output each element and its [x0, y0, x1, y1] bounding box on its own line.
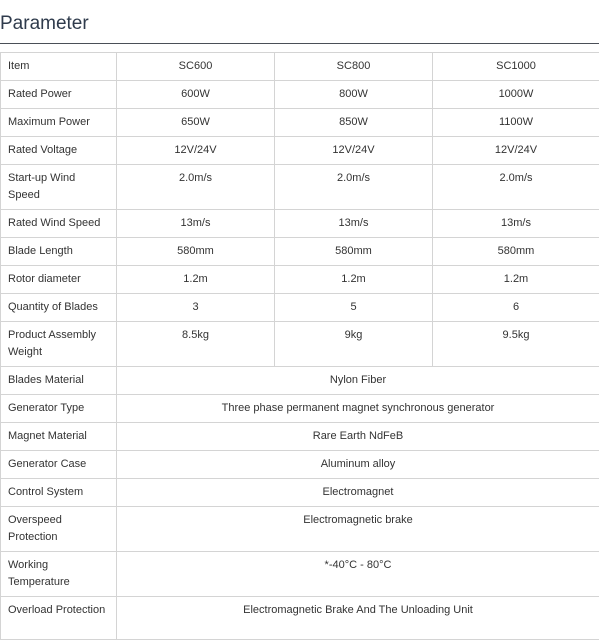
table-row — [1, 597, 599, 640]
table-row — [1, 109, 599, 137]
row-label: Rotor diameter — [1, 266, 117, 294]
table-row — [1, 238, 599, 266]
row-value: 12V/24V — [117, 137, 275, 165]
page-title: Parameter — [0, 0, 599, 44]
table-row — [1, 367, 599, 395]
row-shared-value: Electromagnet — [117, 479, 599, 507]
row-shared-value: Rare Earth NdFeB — [117, 423, 599, 451]
row-label: Product Assembly Weight — [1, 322, 117, 367]
row-value: 3 — [117, 294, 275, 322]
row-value: 8.5kg — [117, 322, 275, 367]
row-value: 12V/24V — [433, 137, 599, 165]
row-label: Generator Type — [1, 395, 117, 423]
row-value: 9.5kg — [433, 322, 599, 367]
row-label: Rated Wind Speed — [1, 210, 117, 238]
row-value: 580mm — [275, 238, 433, 266]
row-value: 1000W — [433, 81, 599, 109]
header-model-cell: SC600 — [117, 53, 275, 81]
row-label: Working Temperature — [1, 552, 117, 597]
table-row — [1, 507, 599, 552]
row-label: Overload Protection — [1, 597, 117, 640]
row-label: Rated Power — [1, 81, 117, 109]
row-value: 9kg — [275, 322, 433, 367]
row-value: 2.0m/s — [117, 165, 275, 210]
row-shared-value: Aluminum alloy — [117, 451, 599, 479]
header-model-cell: SC1000 — [433, 53, 599, 81]
row-value: 12V/24V — [275, 137, 433, 165]
table-row — [1, 137, 599, 165]
row-value: 1100W — [433, 109, 599, 137]
row-value: 580mm — [117, 238, 275, 266]
table-row — [1, 423, 599, 451]
row-value: 13m/s — [433, 210, 599, 238]
row-value: 2.0m/s — [433, 165, 599, 210]
row-value: 800W — [275, 81, 433, 109]
row-shared-value: Electromagnetic brake — [117, 507, 599, 552]
table-row — [1, 294, 599, 322]
row-label: Maximum Power — [1, 109, 117, 137]
row-value: 6 — [433, 294, 599, 322]
row-value: 1.2m — [433, 266, 599, 294]
header-item-cell: Item — [1, 53, 117, 81]
row-label: Start-up Wind Speed — [1, 165, 117, 210]
row-shared-value: Nylon Fiber — [117, 367, 599, 395]
row-label: Overspeed Protection — [1, 507, 117, 552]
row-value: 13m/s — [275, 210, 433, 238]
row-value: 850W — [275, 109, 433, 137]
table-row — [1, 210, 599, 238]
row-value: 650W — [117, 109, 275, 137]
row-value: 1.2m — [117, 266, 275, 294]
row-label: Control System — [1, 479, 117, 507]
row-label: Blades Material — [1, 367, 117, 395]
row-value: 580mm — [433, 238, 599, 266]
row-label: Magnet Material — [1, 423, 117, 451]
table-row — [1, 395, 599, 423]
row-label: Quantity of Blades — [1, 294, 117, 322]
row-value: 600W — [117, 81, 275, 109]
table-row — [1, 552, 599, 597]
table-row — [1, 322, 599, 367]
row-value: 1.2m — [275, 266, 433, 294]
table-row — [1, 451, 599, 479]
row-shared-value: Three phase permanent magnet synchronous generator — [117, 395, 599, 423]
row-label: Blade Length — [1, 238, 117, 266]
table-header-row — [1, 53, 599, 81]
parameter-table — [0, 52, 599, 640]
table-row — [1, 479, 599, 507]
row-value: 5 — [275, 294, 433, 322]
row-label: Generator Case — [1, 451, 117, 479]
row-value: 2.0m/s — [275, 165, 433, 210]
row-value: 13m/s — [117, 210, 275, 238]
table-row — [1, 266, 599, 294]
table-row — [1, 165, 599, 210]
header-model-cell: SC800 — [275, 53, 433, 81]
row-shared-value: *-40°C - 80°C — [117, 552, 599, 597]
row-label: Rated Voltage — [1, 137, 117, 165]
row-shared-value: Electromagnetic Brake And The Unloading Unit — [117, 597, 599, 640]
table-row — [1, 81, 599, 109]
